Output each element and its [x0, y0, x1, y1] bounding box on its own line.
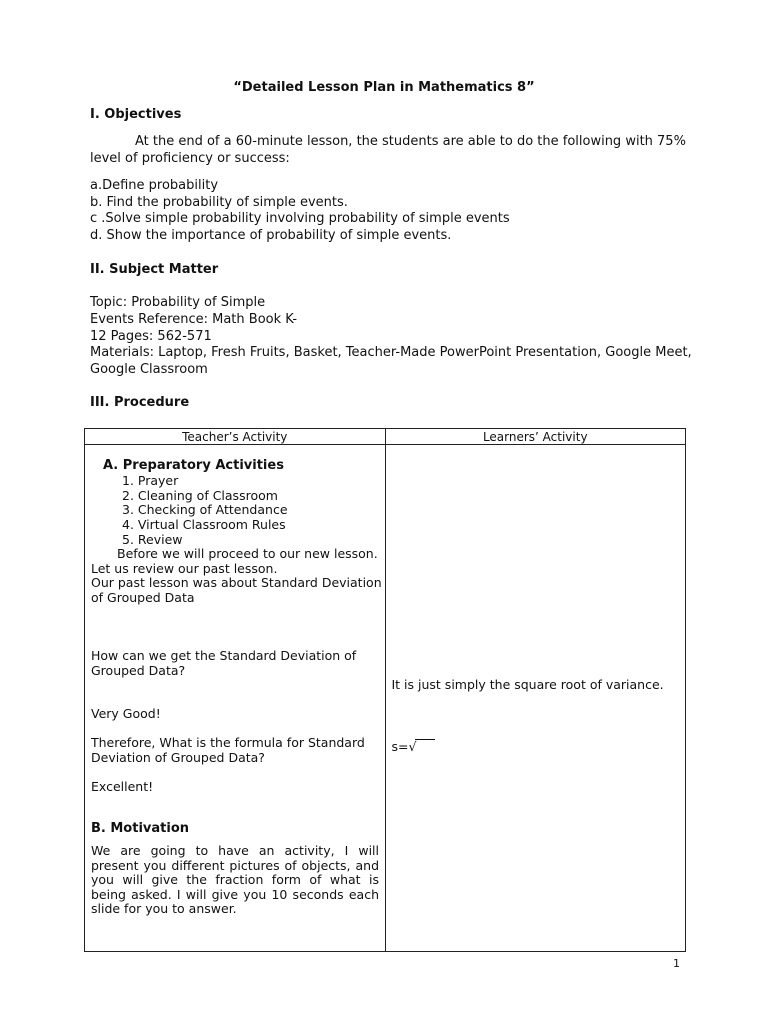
praise-excellent: Excellent! — [91, 779, 154, 794]
objective-item-d: d. Show the importance of probability of simple events. — [90, 228, 452, 243]
question-1-line-2: Grouped Data? — [91, 663, 186, 678]
praise-very-good: Very Good! — [91, 706, 161, 721]
subject-line-4: Materials: Laptop, Fresh Fruits, Basket, Teacher-Made PowerPoint Presentation, Google Meet, — [90, 345, 692, 360]
objectives-intro-line-2: level of proficiency or success: — [90, 151, 290, 166]
subject-line-3: 12 Pages: 562-571 — [90, 329, 212, 344]
teacher-activity-header: Teacher’s Activity — [85, 429, 386, 445]
learners-activity-cell — [385, 445, 686, 952]
teacher-activity-cell — [85, 445, 386, 952]
review-line-2: Let us review our past lesson. — [91, 561, 278, 576]
procedure-heading: III. Procedure — [90, 395, 190, 410]
prep-item-4: 4. Virtual Classroom Rules — [122, 517, 286, 532]
question-2-line-2: Deviation of Grouped Data? — [91, 750, 265, 765]
subject-line-1: Topic: Probability of Simple — [90, 295, 266, 310]
subject-line-5: Google Classroom — [90, 362, 208, 377]
prep-item-2: 2. Cleaning of Classroom — [122, 488, 278, 503]
procedure-table — [84, 428, 686, 952]
subject-line-2: Events Reference: Math Book K- — [90, 312, 298, 327]
learners-activity-header: Learners’ Activity — [385, 429, 686, 445]
motivation-heading: B. Motivation — [91, 821, 190, 836]
radical-bar — [415, 739, 435, 741]
prep-item-1: 1. Prayer — [122, 473, 179, 488]
objective-item-a: a.Define probability — [90, 178, 219, 193]
objective-item-c: c .Solve simple probability involving probability of simple events — [90, 211, 510, 226]
answer-formula — [392, 739, 436, 755]
question-1-line-1: How can we get the Standard Deviation of — [91, 648, 357, 663]
prep-item-5: 5. Review — [122, 532, 183, 547]
preparatory-heading: A. Preparatory Activities — [103, 458, 284, 473]
document-title: “Detailed Lesson Plan in Mathematics 8” — [233, 80, 535, 95]
objectives-intro-line-1: At the end of a 60-minute lesson, the students are able to do the following with 75% — [135, 134, 686, 149]
review-line-1: Before we will proceed to our new lesson. — [117, 546, 378, 561]
prep-item-3: 3. Checking of Attendance — [122, 502, 288, 517]
objectives-heading: I. Objectives — [90, 107, 182, 122]
answer-square-root-variance: It is just simply the square root of variance. — [391, 677, 664, 692]
motivation-text: We are going to have an activity, I will present you different pictures of objects, and you will give the fraction form of what is being asked. I will give you 10 seconds each slide for you to answer. — [91, 843, 379, 917]
formula-text: s=√ — [391, 739, 417, 754]
question-2-line-1: Therefore, What is the formula for Standard — [91, 735, 365, 750]
objective-item-b: b. Find the probability of simple events. — [90, 195, 348, 210]
review-line-3: Our past lesson was about Standard Deviation — [91, 575, 382, 590]
subject-matter-heading: II. Subject Matter — [90, 262, 219, 277]
review-line-4: of Grouped Data — [91, 590, 195, 605]
page-number: 1 — [673, 957, 680, 970]
